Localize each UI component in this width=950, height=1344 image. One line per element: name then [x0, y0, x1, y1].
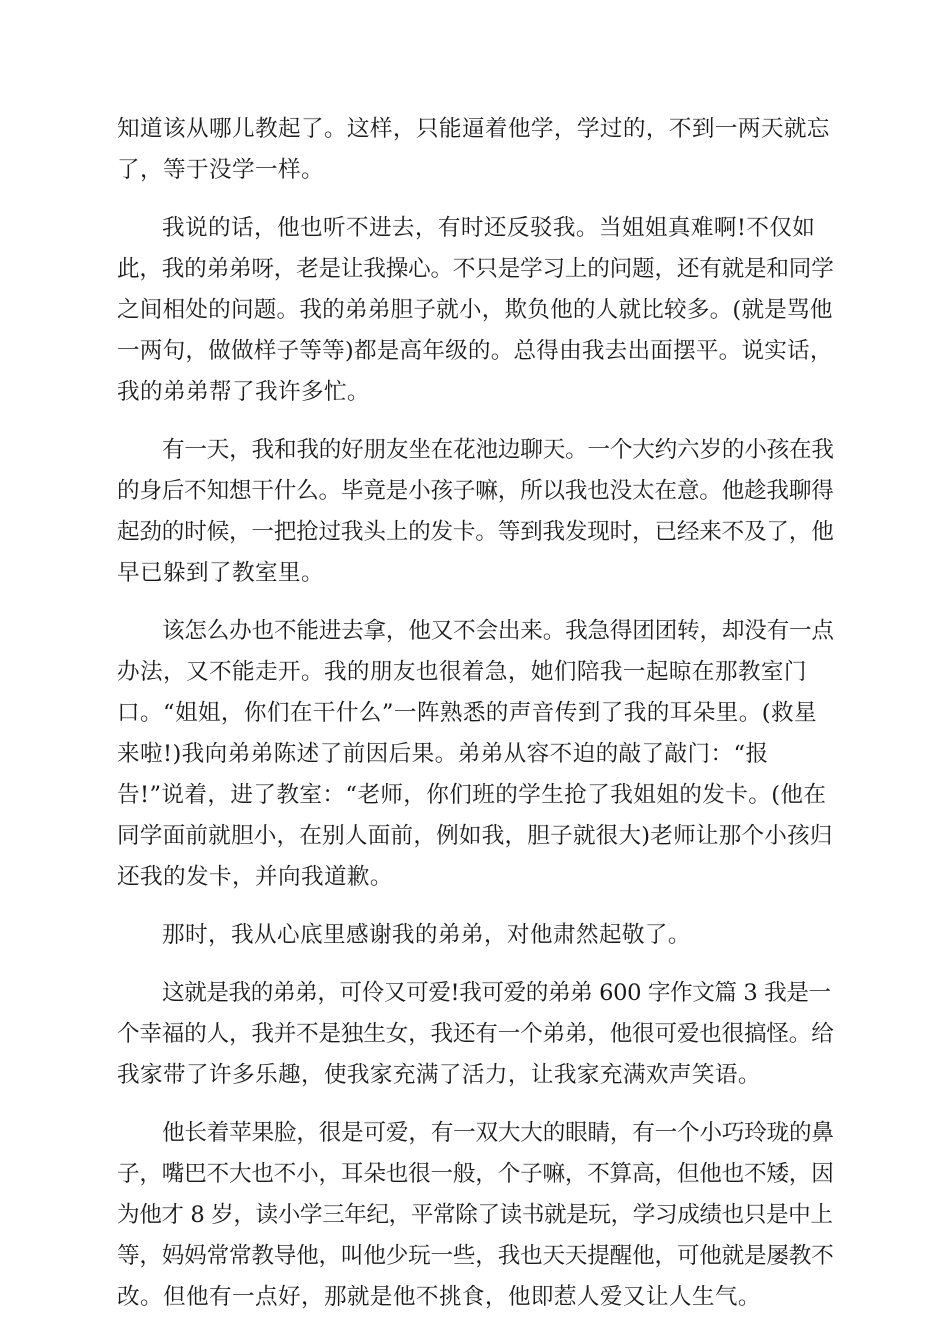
paragraph-2-line-5: 我的弟弟帮了我许多忙。 — [117, 379, 370, 405]
paragraph-7-line-3: 为他才 8 岁，读小学三年纪，平常除了读书就是玩，学习成绩也只是中上 — [117, 1202, 833, 1228]
paragraph-1-line-1: 知道该从哪儿教起了。这样，只能逼着他学，学过的，不到一两天就忘 — [117, 116, 830, 142]
paragraph-4-line-6: 同学面前就胆小，在别人面前，例如我，胆子就很大)老师让那个小孩归 — [117, 823, 833, 849]
paragraph-5-line-1: 那时，我从心底里感谢我的弟弟，对他肃然起敬了。 — [162, 922, 691, 948]
paragraph-4-line-1: 该怎么办也不能进去拿，他又不会出来。我急得团团转，却没有一点 — [162, 618, 834, 644]
paragraph-3-line-1: 有一天，我和我的好朋友坐在花池边聊天。一个大约六岁的小孩在我 — [162, 437, 834, 463]
paragraph-3-line-3: 起劲的时候，一把抢过我头上的发卡。等到我发现时，已经来不及了，他 — [117, 519, 834, 545]
paragraph-2-line-4: 一两句，做做样子等等)都是高年级的。总得由我去出面摆平。说实话， — [117, 338, 833, 364]
paragraph-4-line-4: 来啦!)我向弟弟陈述了前因后果。弟弟从容不迫的敲了敲门：“报 — [117, 741, 769, 767]
paragraph-6-line-1: 这就是我的弟弟，可伶又可爱!我可爱的弟弟 600 字作文篇 3 我是一 — [162, 980, 831, 1006]
paragraph-2-line-3: 之间相处的问题。我的弟弟胆子就小，欺负他的人就比较多。(就是骂他 — [117, 297, 833, 323]
paragraph-7-line-2: 子，嘴巴不大也不小，耳朵也很一般，个子嘛，不算高，但他也不矮，因 — [117, 1161, 834, 1187]
paragraph-6-line-3: 我家带了许多乐趣，使我家充满了活力，让我家充满欢声笑语。 — [117, 1062, 761, 1088]
paragraph-2-line-1: 我说的话，他也听不进去，有时还反驳我。当姐姐真难啊!不仅如 — [162, 215, 816, 241]
paragraph-4-line-7: 还我的发卡，并向我道歉。 — [117, 864, 393, 890]
paragraph-1-line-2: 了，等于没学一样。 — [117, 157, 324, 183]
paragraph-6-line-2: 个幸福的人，我并不是独生女，我还有一个弟弟，他很可爱也很搞怪。给 — [117, 1021, 834, 1047]
paragraph-3-line-2: 的身后不知想干什么。毕竟是小孩子嘛，所以我也没太在意。他趁我聊得 — [117, 478, 834, 504]
paragraph-4-line-5: 告!”说着，进了教室：“老师，你们班的学生抢了我姐姐的发卡。(他在 — [117, 782, 827, 808]
paragraph-7-line-4: 等，妈妈常常教导他，叫他少玩一些，我也天天提醒他，可他就是屡教不 — [117, 1243, 834, 1269]
paragraph-7-line-5: 改。但他有一点好，那就是他不挑食，他即惹人爱又让人生气。 — [117, 1284, 761, 1310]
paragraph-3-line-4: 早已躲到了教室里。 — [117, 560, 324, 586]
paragraph-2-line-2: 此，我的弟弟呀，老是让我操心。不只是学习上的问题，还有就是和同学 — [117, 256, 834, 282]
paragraph-4-line-2: 办法，又不能走开。我的朋友也很着急，她们陪我一起晾在那教室门 — [117, 659, 807, 685]
paragraph-7-line-1: 他长着苹果脸，很是可爱，有一双大大的眼睛，有一个小巧玲珑的鼻 — [162, 1120, 834, 1146]
paragraph-4-line-3: 口。“姐姐，你们在干什么”一阵熟悉的声音传到了我的耳朵里。(救星 — [117, 700, 817, 726]
